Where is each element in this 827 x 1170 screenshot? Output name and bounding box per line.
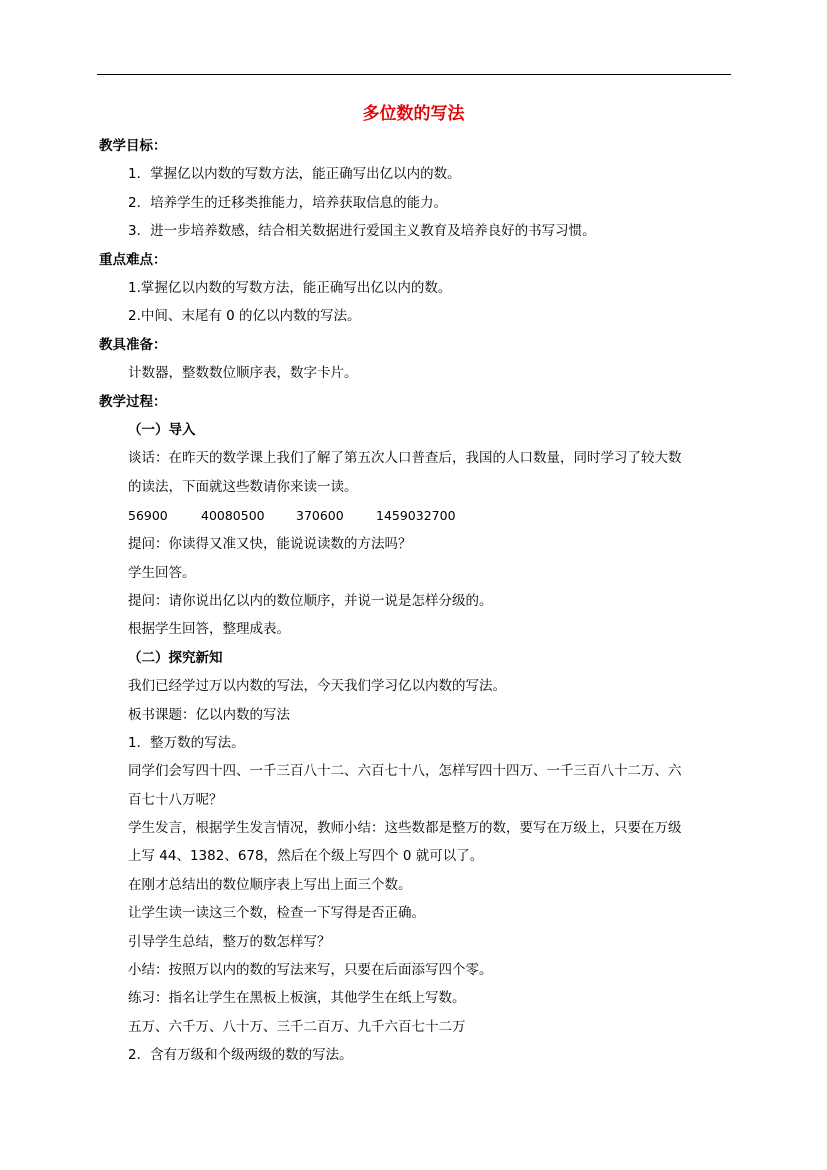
page-title: 多位数的写法 (362, 104, 465, 124)
heading-goals: 教学目标： (99, 138, 167, 154)
heading-process: 教学过程： (99, 394, 167, 410)
heading-tools: 教具准备： (99, 337, 167, 353)
tools-text: 计数器，整数数位顺序表，数字卡片。 (128, 365, 358, 381)
goal-1: 1．掌握亿以内数的写数方法，能正确写出亿以内的数。 (128, 166, 461, 182)
paragraph-summary-a: 学生发言，根据学生发言情况，教师小结：这些数都是整万的数，要写在万级上，只要在万级 (128, 820, 682, 836)
paragraph-question-1: 提问：你读得又准又快，能说说读数的方法吗？ (128, 536, 412, 552)
number-item: 56900 (128, 508, 168, 523)
paragraph-answer-2: 根据学生回答，整理成表。 (128, 621, 290, 637)
section-intro: （一）导入 (128, 422, 196, 438)
paragraph-explore-2b: 百七十八万呢？ (128, 792, 223, 808)
paragraph-explore-3: 在刚才总结出的数位顺序表上写出上面三个数。 (128, 877, 412, 893)
heading-key-points: 重点难点： (99, 252, 167, 268)
key-point-2: 2.中间、末尾有 0 的亿以内数的写法。 (128, 308, 361, 324)
header-rule (97, 74, 731, 75)
paragraph-explore-2a: 同学们会写四十四、一千三百八十二、六百七十八，怎样写四十四万、一千三百八十二万、六 (128, 763, 682, 779)
paragraph-intro-1: 谈话：在昨天的数学课上我们了解了第五次人口普查后，我国的人口数量，同时学习了较大数 (128, 450, 682, 466)
paragraph-explore-1: 我们已经学过万以内数的写法，今天我们学习亿以内数的写法。 (128, 678, 506, 694)
paragraph-exercise: 练习：指名让学生在黑板上板演，其他学生在纸上写数。 (128, 990, 466, 1006)
paragraph-question-2: 提问：请你说出亿以内的数位顺序，并说一说是怎样分级的。 (128, 593, 493, 609)
paragraph-summary-b: 上写 44、1382、678，然后在个级上写四个 0 就可以了。 (128, 848, 484, 864)
paragraph-answer-1: 学生回答。 (128, 565, 196, 581)
number-item: 40080500 (201, 508, 265, 523)
paragraph-step-1: 1．整万数的写法。 (128, 735, 245, 751)
paragraph-board-title: 板书课题：亿以内数的写法 (128, 707, 290, 723)
paragraph-intro-2: 的读法，下面就这些数请你来读一读。 (128, 479, 358, 495)
number-item: 370600 (296, 508, 344, 523)
key-point-1: 1.掌握亿以内数的写数方法，能正确写出亿以内的数。 (128, 280, 452, 296)
paragraph-exercise-numbers: 五万、六千万、八十万、三千二百万、九千六百七十二万 (128, 1019, 466, 1035)
paragraph-explore-4: 让学生读一读这三个数，检查一下写得是否正确。 (128, 905, 425, 921)
goal-3: 3．进一步培养数感，结合相关数据进行爱国主义教育及培养良好的书写习惯。 (128, 223, 596, 239)
number-item: 1459032700 (376, 508, 456, 523)
section-explore: （二）探究新知 (128, 650, 223, 666)
paragraph-conclusion: 小结：按照万以内的数的写法来写，只要在后面添写四个零。 (128, 962, 493, 978)
paragraph-step-2: 2．含有万级和个级两级的数的写法。 (128, 1047, 353, 1063)
number-list (128, 506, 456, 526)
paragraph-explore-5: 引导学生总结，整万的数怎样写？ (128, 934, 331, 950)
goal-2: 2．培养学生的迁移类推能力，培养获取信息的能力。 (128, 195, 448, 211)
